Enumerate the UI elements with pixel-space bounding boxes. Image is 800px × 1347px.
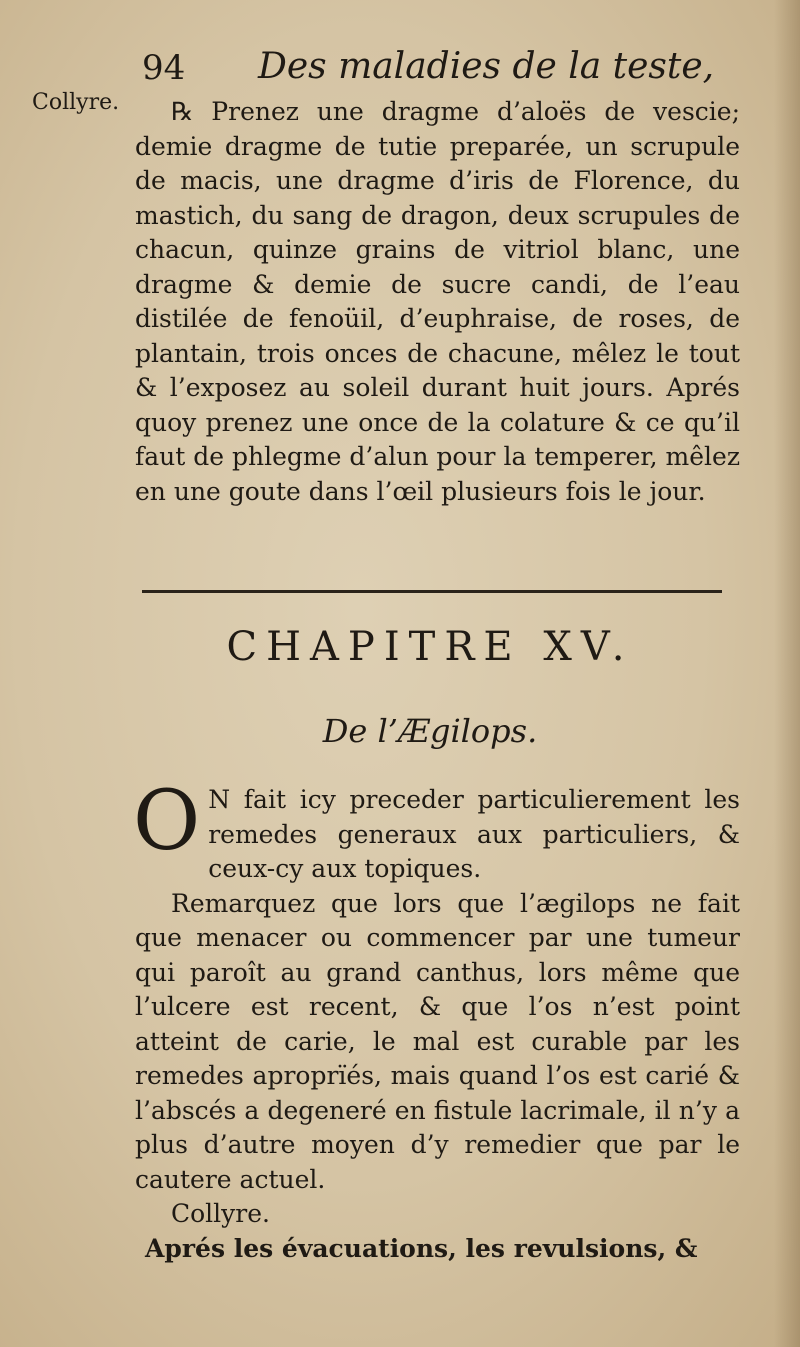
running-head: Des maladies de la teste, — [258, 46, 715, 87]
recipe-paragraph: ℞ Prenez une dragme d’aloës de vescie; demie dragme de tutie preparée, un scrupule de macis, une dragme d’iris de Florence, du mastich, du sang de dragon, deux scrupules de chacun, quinze grains de vitriol blanc, une dragme & demie de sucre candi, de l’eau distilée de fenoüil, d’euphraise, de roses, de plantain, trois onces de chacune, mêlez le tout & l’exposez au soleil durant huit jours. Aprés quoy prenez une once de la colature & ce qu’il faut de phlegme d’alun pour la temperer, mêlez en une goute dans l’œil plusieurs fois le jour. — [135, 97, 740, 506]
page-header — [140, 44, 740, 94]
section-divider — [142, 590, 722, 593]
page-edge-shadow — [774, 0, 800, 1347]
drop-cap: O — [133, 774, 201, 869]
paragraph-1-text: N fait icy preceder particulierement les remedes generaux aux particuliers, & ceux-cy aux topiques. — [208, 785, 740, 883]
chapter-subtitle: De l’Ægilops. — [322, 712, 538, 750]
recipe-paragraph-block — [135, 95, 740, 509]
margin-note: Collyre. — [32, 90, 120, 115]
paragraph-4: Aprés les évacuations, les revulsions, & — [145, 1233, 698, 1263]
chapter-body — [133, 774, 740, 1266]
paragraph-1 — [133, 774, 740, 887]
paragraph-3: Collyre. — [171, 1199, 270, 1228]
chapter-title: CHAPITRE XV. — [226, 624, 634, 670]
page-number: 94 — [142, 48, 186, 88]
paragraph-2: Remarquez que lors que l’ægilops ne fait que menacer ou commencer par une tumeur qui paroît au grand canthus, lors même que l’ulcere est recent, & que l’os n’est point atteint de carie, le mal est curable par les remedes aproprïés, mais quand l’os est carié & l’abscés a degeneré en fistule lacrimale, il n’y a plus d’autre moyen d’y remedier que par le cautere actuel. — [135, 888, 740, 1194]
